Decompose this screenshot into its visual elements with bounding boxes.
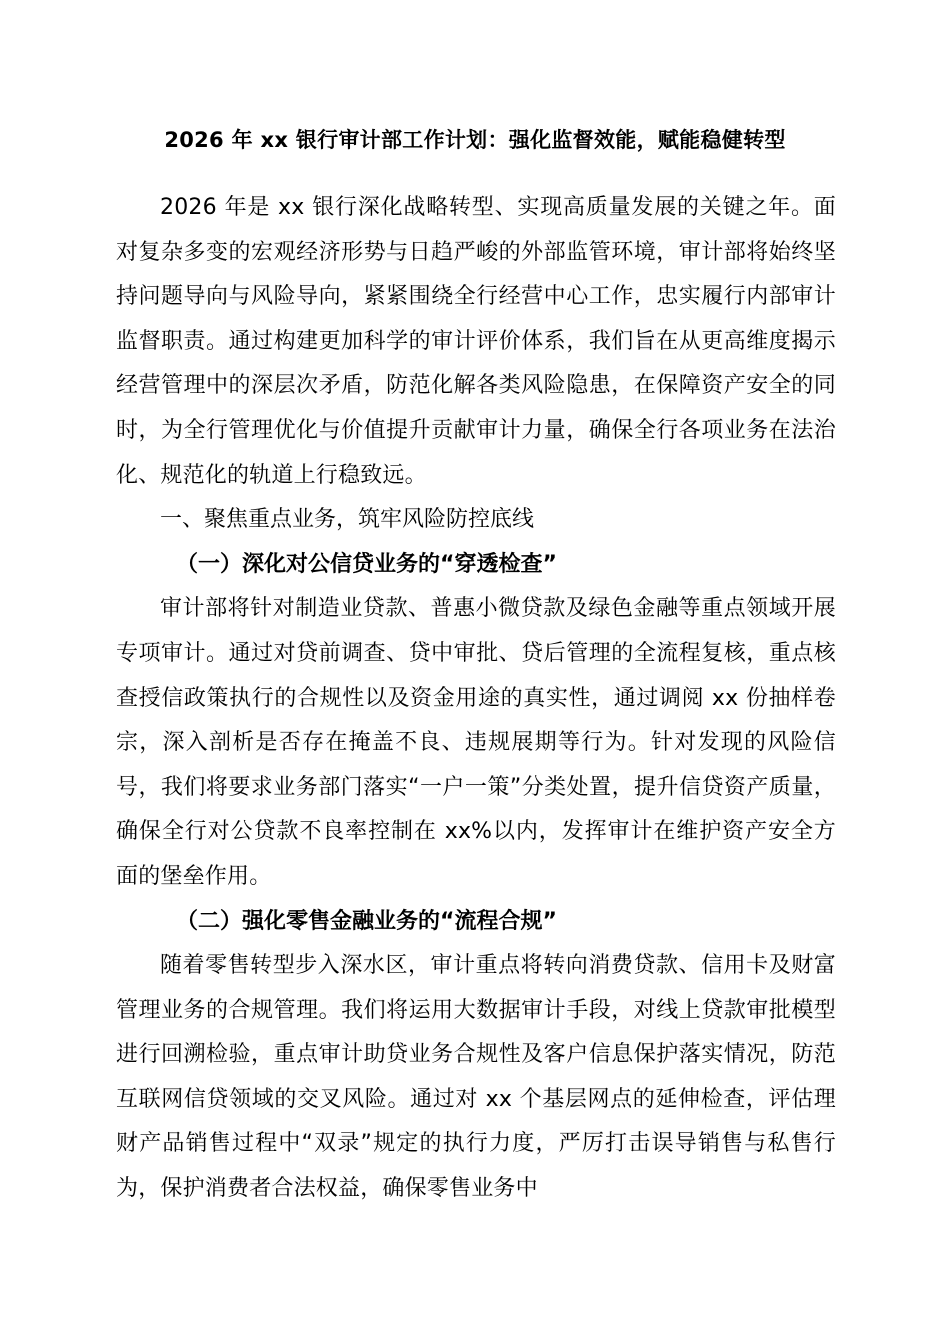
intro-paragraph: 2026 年是 xx 银行深化战略转型、实现高质量发展的关键之年。面对复杂多变的宏观经济形势与日趋严峻的外部监管环境，审计部将始终坚持问题导向与风险导向，紧紧围绕全行经营中心工作，忠实履行内部审计监督职责。通过构建更加科学的审计评价体系，我们旨在从更高维度揭示经营管理中的深层次矛盾，防范化解各类风险隐患，在保障资产安全的同时，为全行管理优化与价值提升贡献审计力量，确保全行各项业务在法治化、规范化的轨道上行稳致远。 — [116, 195, 836, 488]
document-body — [116, 186, 836, 1212]
subsection-2-paragraph: 随着零售转型步入深水区，审计重点将转向消费贷款、信用卡及财富管理业务的合规管理。我们将运用大数据审计手段，对线上贷款审批模型进行回溯检验，重点审计助贷业务合规性及客户信息保护落实情况，防范互联网信贷领域的交叉风险。通过对 xx 个基层网点的延伸检查，评估理财产品销售过程中“双录”规定的执行力度，严厉打击误导销售与私售行为，保护消费者合法权益，确保零售业务中 — [116, 953, 836, 1202]
section-heading-1: 一、聚焦重点业务，筑牢风险防控底线 — [160, 507, 535, 533]
subsection-heading-2: （二）强化零售金融业务的“流程合规” — [176, 908, 557, 934]
subsection-1-paragraph: 审计部将针对制造业贷款、普惠小微贷款及绿色金融等重点领域开展专项审计。通过对贷前调查、贷中审批、贷后管理的全流程复核，重点核查授信政策执行的合规性以及资金用途的真实性，通过调阅 xx 份抽样卷宗，深入剖析是否存在掩盖不良、违规展期等行为。针对发现的风险信号，我们将要求业务部门落实“一户一策”分类处置，提升信贷资产质量，确保全行对公贷款不良率控制在 xx%以内，发挥审计在维护资产安全方面的堡垒作用。 — [116, 596, 836, 889]
subsection-heading-1: （一）深化对公信贷业务的“穿透检查” — [176, 551, 557, 577]
document-title: 2026 年 xx 银行审计部工作计划：强化监督效能，赋能稳健转型 — [164, 128, 786, 152]
